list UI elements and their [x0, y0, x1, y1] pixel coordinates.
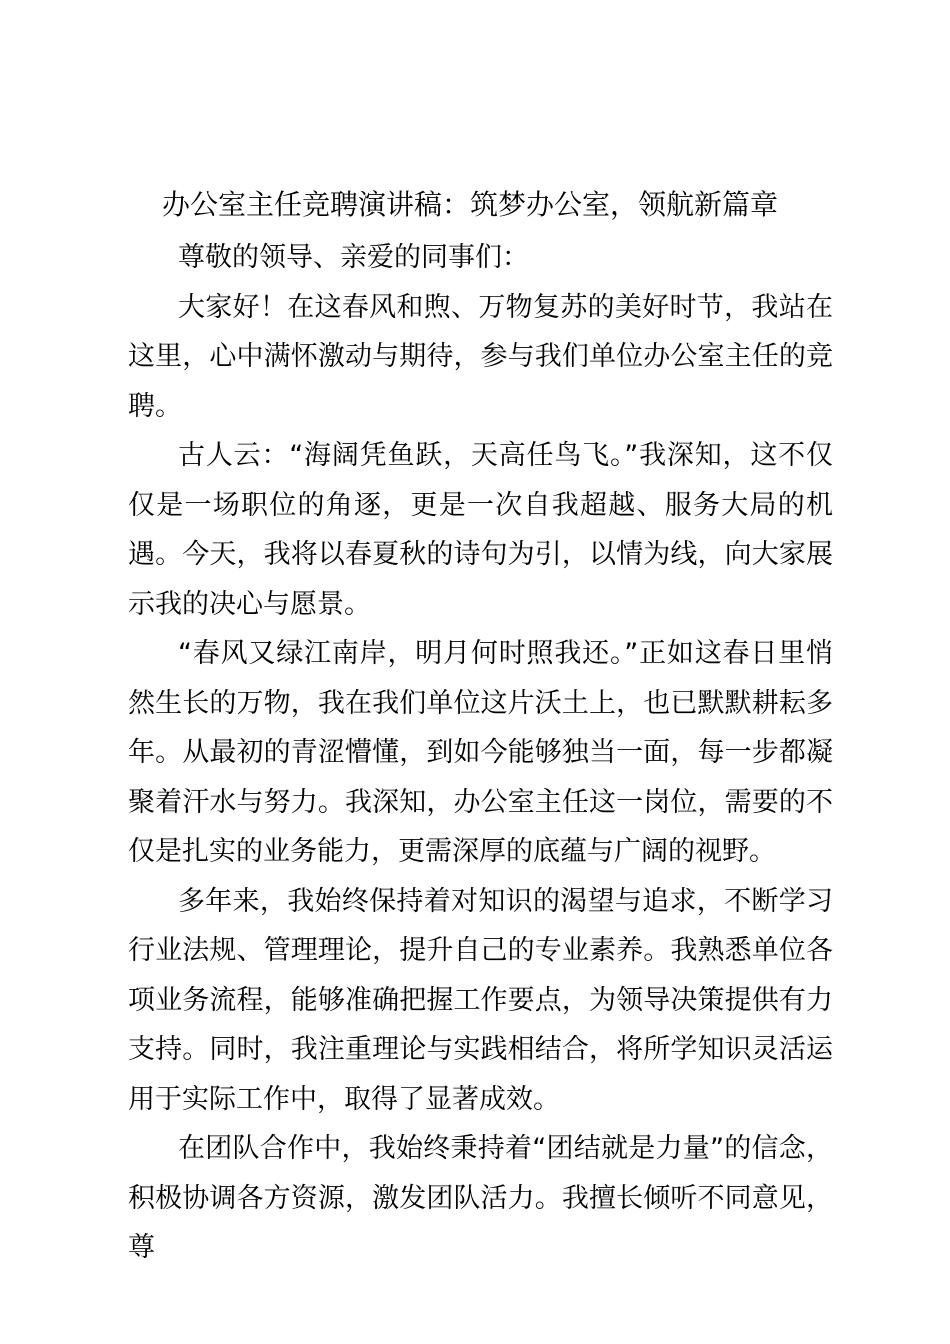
- document-title: 办公室主任竞聘演讲稿：筑梦办公室，领航新篇章: [162, 188, 779, 221]
- document-body: [128, 233, 833, 1273]
- paragraph-teamwork: 在团队合作中，我始终秉持着“团结就是力量”的信念，积极协调各方资源，激发团队活力。我擅长倾听不同意见，尊: [128, 1133, 833, 1263]
- paragraph-learning: 多年来，我始终保持着对知识的渴望与追求，不断学习行业法规、管理理论，提升自己的专业素养。我熟悉单位各项业务流程，能够准确把握工作要点，为领导决策提供有力支持。同时，我注重理论与实践相结合，将所学知识灵活运用于实际工作中，取得了显著成效。: [128, 885, 833, 1115]
- paragraph-greeting: 大家好！在这春风和煦、万物复苏的美好时节，我站在这里，心中满怀激动与期待，参与我们单位办公室主任的竞聘。: [128, 291, 833, 422]
- paragraph-salutation: 尊敬的领导、亲爱的同事们：: [178, 242, 529, 273]
- paragraph-spring-poem: “春风又绿江南岸，明月何时照我还。”正如这春日里悄然生长的万物，我在我们单位这片沃土上，也已默默耕耘多年。从最初的青涩懵懂，到如今能够独当一面，每一步都凝聚着汗水与努力。我深知，办公室主任这一岗位，需要的不仅是扎实的业务能力，更需深厚的底蕴与广阔的视野。: [128, 638, 833, 867]
- paragraph-quote-intro: 古人云：“海阔凭鱼跃，天高任鸟飞。”我深知，这不仅仅是一场职位的角逐，更是一次自我超越、服务大局的机遇。今天，我将以春夏秋的诗句为引，以情为线，向大家展示我的决心与愿景。: [128, 440, 833, 620]
